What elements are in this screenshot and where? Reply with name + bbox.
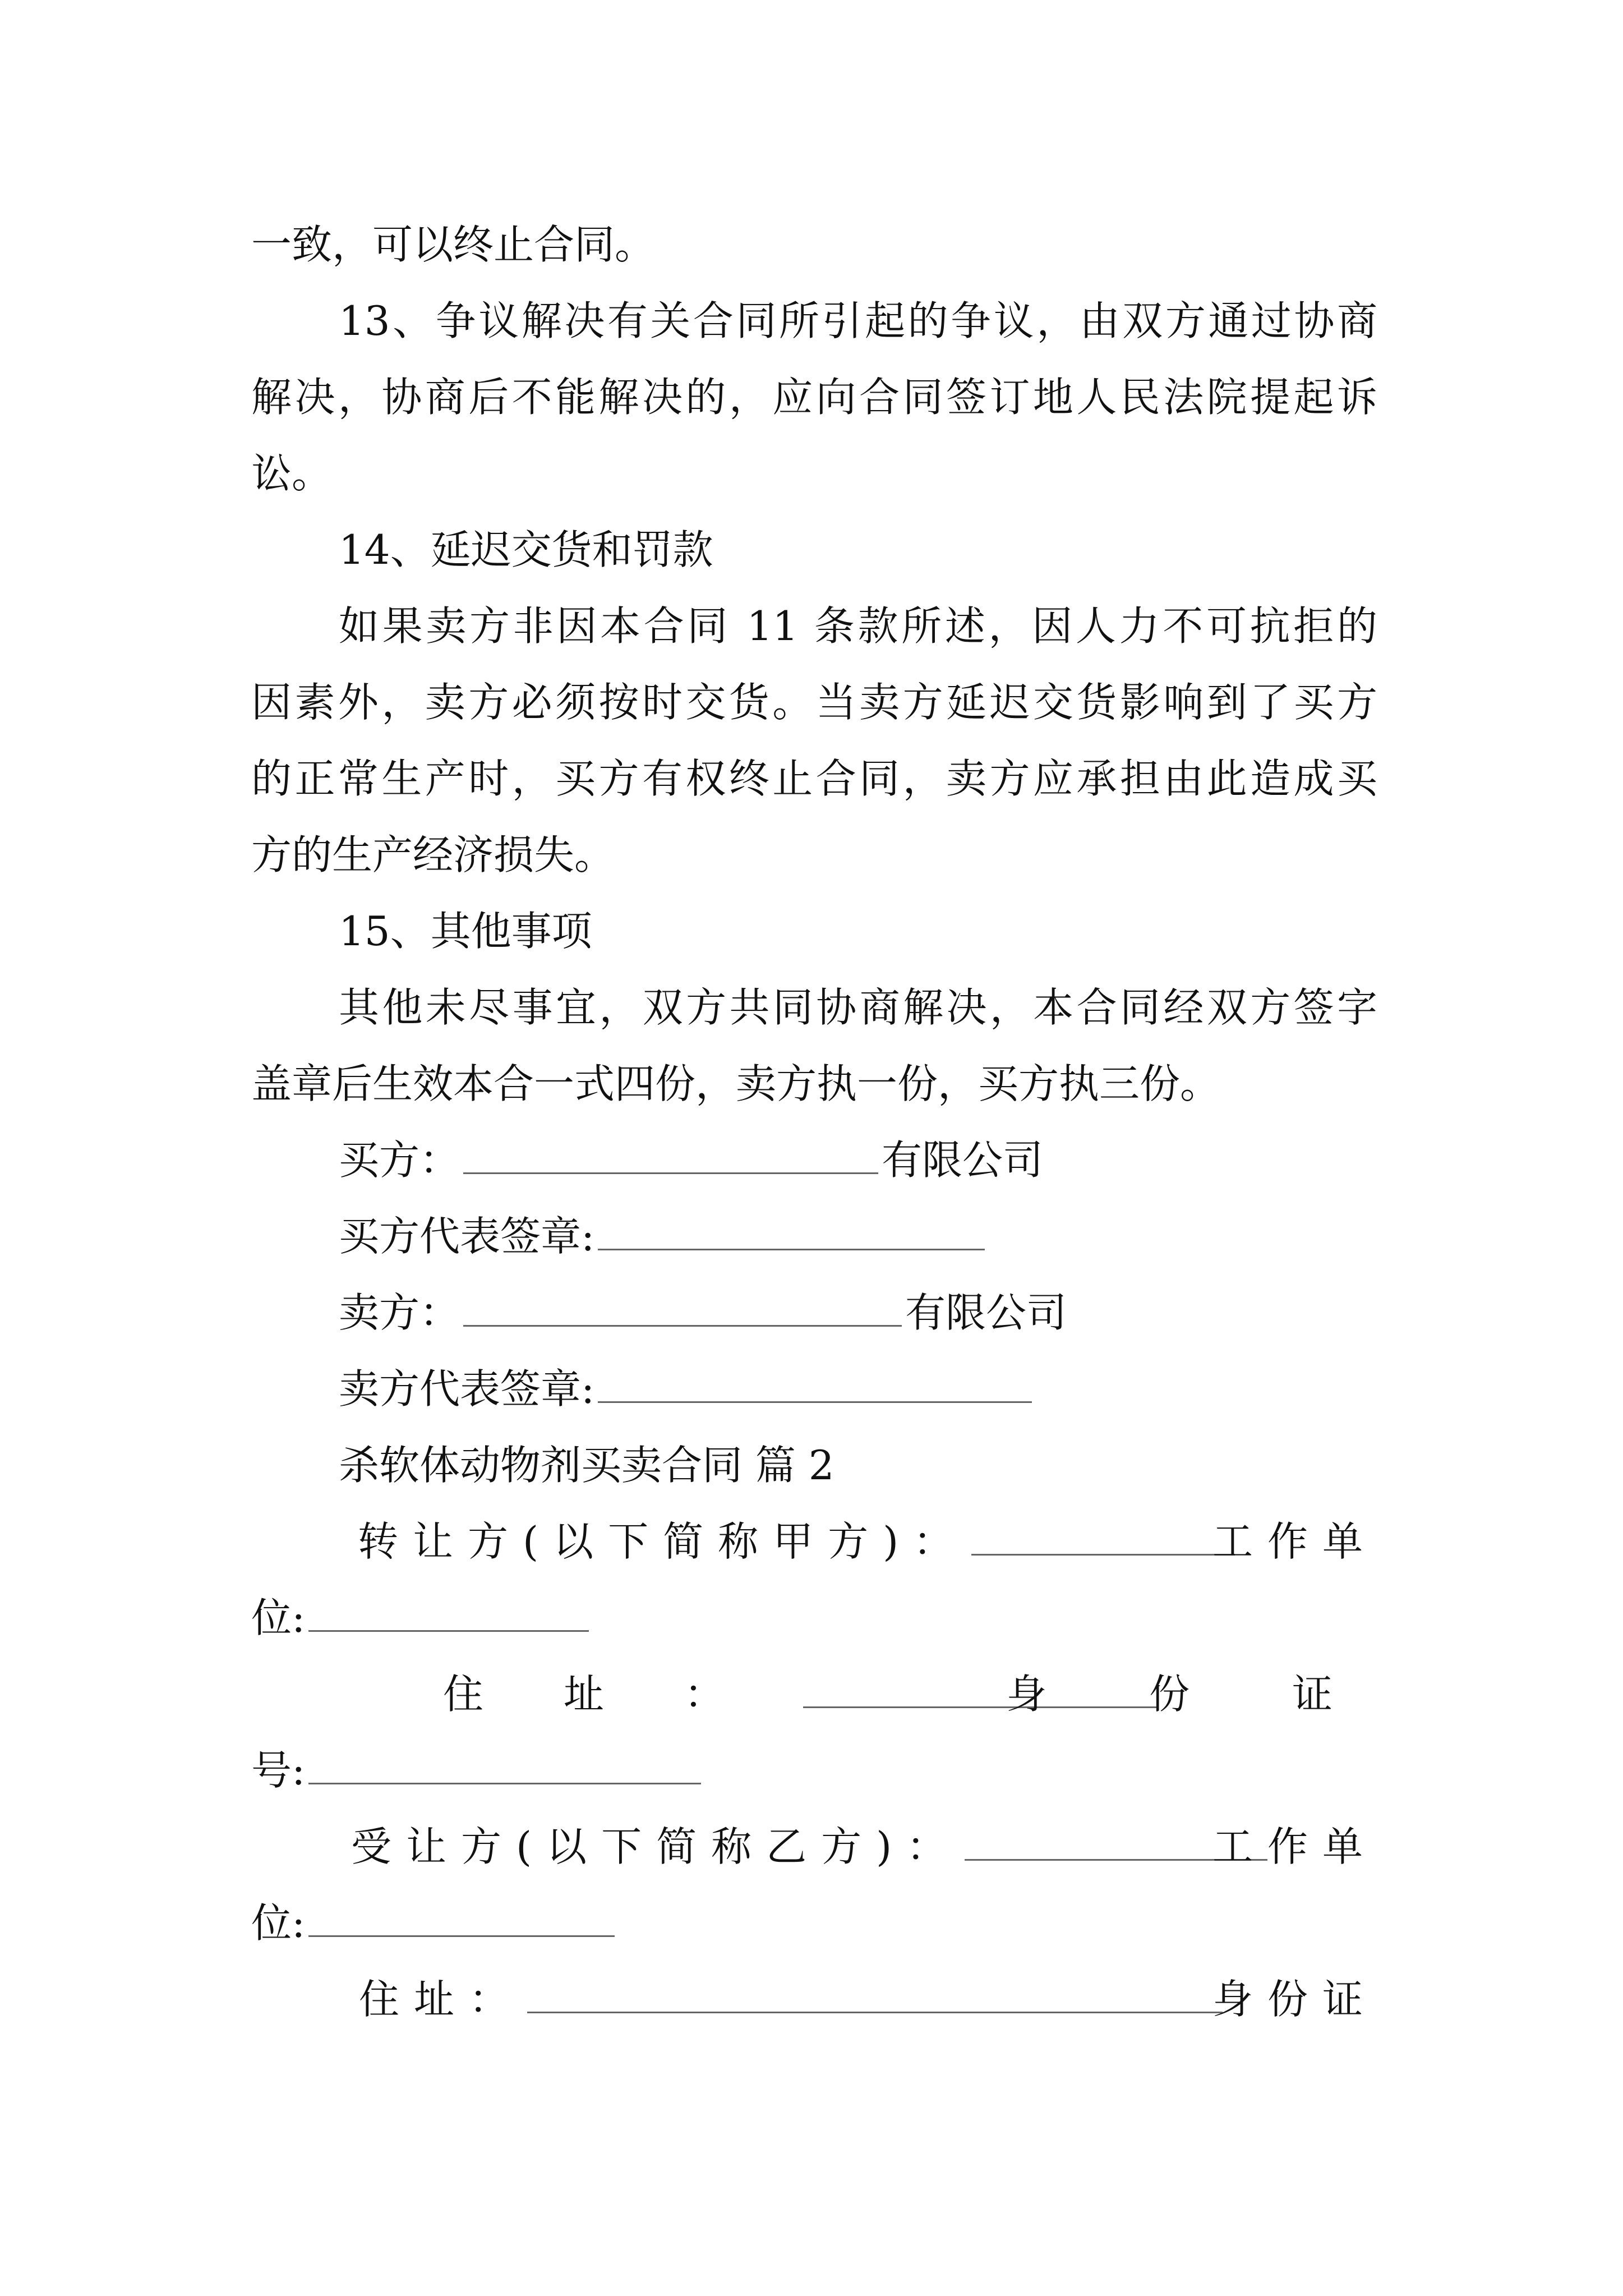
clause-15-line: 其他未尽事宜，双方共同协商解决，本合同经双方签字 [339,984,1377,1031]
seller-rep-label: 卖方代表签章: [339,1365,595,1412]
seller-name-blank[interactable] [463,1288,902,1327]
transferor-id-line [251,1742,704,1798]
transferee-line [351,1819,1377,1875]
clause-15-line: 盖章后生效本合一式四份，卖方执一份，买方执三份。 [251,1060,1221,1107]
seller-label: 卖方： [339,1289,460,1336]
transferee-work-unit-blank-2[interactable] [308,1898,615,1937]
address-label: 住址： [359,1976,524,2023]
buyer-label: 买方： [339,1137,460,1184]
buyer-rep-label: 买方代表签章: [339,1213,595,1260]
clause-13-line: 解决，协商后不能解决的，应向合同签订地人民法院提起诉 [251,374,1377,421]
address-label: 住 址 ： [443,1671,758,1718]
seller-rep-line [339,1361,1035,1417]
buyer-rep-line [339,1208,988,1264]
clause-14-line: 如果卖方非因本合同 11 条款所述，因人力不可抗拒的 [339,602,1377,650]
transferor-work-unit-line [251,1590,592,1646]
buyer-name-blank[interactable] [463,1135,878,1174]
transferor-line [358,1513,1377,1570]
transferor-label: 转让方(以下简称甲方)： [358,1518,969,1565]
clause-15-title: 15、其他事项 [339,908,592,955]
buyer-suffix: 有限公司 [882,1137,1044,1184]
section2-title: 杀软体动物剂买卖合同 篇 2 [339,1442,834,1489]
transferor-id-blank[interactable] [308,1746,701,1784]
transferee-work-unit-line [251,1895,618,1951]
seller-rep-signature-blank[interactable] [598,1364,1032,1403]
buyer-line [339,1132,1043,1188]
work-unit-label: 工作单 [1212,1518,1377,1565]
work-unit-label: 工作单 [1212,1823,1377,1870]
seller-line [339,1285,1067,1341]
id-label: 身份证 [1212,1976,1377,2023]
seller-suffix: 有限公司 [905,1289,1067,1336]
clause-14-line: 方的生产经济损失。 [251,831,615,878]
transferee-address-blank[interactable] [527,1975,1223,2013]
clause-13-line: 13、争议解决有关合同所引起的争议，由双方通过协商 [339,297,1377,344]
id-label: 号: [251,1747,306,1794]
clause-14-line: 因素外，卖方必须按时交货。当卖方延迟交货影响到了买方 [251,679,1377,726]
work-unit-label: 位: [251,1899,306,1947]
transferee-address-line [359,1971,1377,2027]
transferee-label: 受让方(以下简称乙方)： [351,1823,962,1870]
clause-13-line: 讼。 [251,450,333,497]
transferor-work-unit-blank[interactable] [971,1517,1235,1556]
transferor-address-line [443,1666,1377,1722]
paragraph-line: 一致，可以终止合同。 [251,221,656,268]
transferor-work-unit-blank-2[interactable] [308,1593,589,1632]
clause-14-title: 14、延迟交货和罚款 [339,526,713,573]
clause-14-line: 的正常生产时，买方有权终止合同，卖方应承担由此造成买 [251,755,1377,802]
work-unit-label: 位: [251,1594,306,1641]
id-label: 身 份 证 [1006,1671,1377,1718]
buyer-rep-signature-blank[interactable] [598,1212,985,1250]
